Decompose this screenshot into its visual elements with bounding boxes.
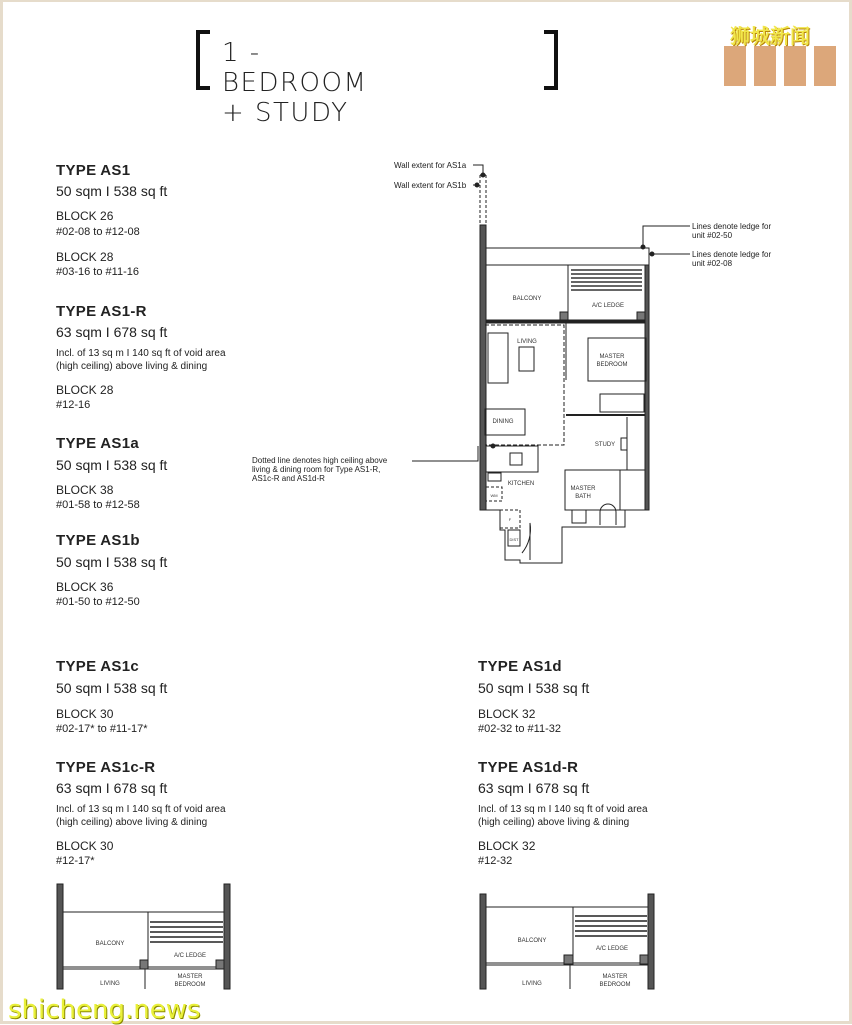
room-ac-ledge: A/C LEDGE xyxy=(173,953,207,959)
watermark: shicheng.news xyxy=(8,995,201,1025)
wm-label: WM xyxy=(490,493,498,498)
fridge-label: F xyxy=(508,517,512,522)
type-size: 63 sqm I 678 sq ft xyxy=(56,324,168,340)
label-ledge-0250-unit: unit #02-50 xyxy=(692,231,733,240)
block-label: BLOCK 38 xyxy=(56,483,114,497)
label-wall-as1a: Wall extent for AS1a xyxy=(394,161,467,170)
type-size: 50 sqm I 538 sq ft xyxy=(478,680,590,696)
type-title: TYPE AS1d-R xyxy=(478,759,579,776)
floor-plan-as1d-partial xyxy=(480,894,654,989)
room-bedroom: BEDROOM xyxy=(599,982,631,988)
unit-range: #02-08 to #12-08 xyxy=(56,226,140,238)
void-note: (high ceiling) above living & dining xyxy=(478,817,630,828)
label-ledge-0208-unit: unit #02-08 xyxy=(692,259,733,268)
void-note: Incl. of 13 sq m I 140 sq ft of void area xyxy=(56,348,226,359)
type-size: 50 sqm I 538 sq ft xyxy=(56,183,168,199)
label-dotted-note: Dotted line denotes high ceiling above xyxy=(252,456,388,465)
room-master-bedroom: BEDROOM xyxy=(596,362,628,368)
room-ac-ledge: A/C LEDGE xyxy=(591,303,625,309)
type-title: TYPE AS1d xyxy=(478,658,562,675)
room-living: LIVING xyxy=(100,981,120,987)
block-label: BLOCK 26 xyxy=(56,209,114,223)
room-master-bath: BATH xyxy=(575,494,591,500)
heading-text: 1 - BEDROOM + STUDY xyxy=(222,38,368,128)
room-kitchen: KITCHEN xyxy=(507,481,535,487)
void-note: Incl. of 13 sq m I 140 sq ft of void area xyxy=(478,804,648,815)
room-bedroom: BEDROOM xyxy=(174,982,206,988)
unit-range: #03-16 to #11-16 xyxy=(56,266,139,278)
room-study: STUDY xyxy=(594,442,616,448)
block-label: BLOCK 28 xyxy=(56,250,114,264)
label-ledge-0250: Lines denote ledge for xyxy=(692,222,772,231)
floor-plan-as1c-partial xyxy=(57,884,230,989)
type-title: TYPE AS1 xyxy=(56,162,131,179)
type-size: 50 sqm I 538 sq ft xyxy=(56,554,168,570)
room-master: MASTER xyxy=(177,974,203,980)
block-label: BLOCK 32 xyxy=(478,707,536,721)
type-title: TYPE AS1b xyxy=(56,532,140,549)
type-size: 63 sqm I 678 sq ft xyxy=(478,780,590,796)
room-ac-ledge: A/C LEDGE xyxy=(595,946,629,952)
room-living: LIVING xyxy=(522,981,542,987)
room-master-bath: MASTER xyxy=(570,486,596,492)
room-balcony: BALCONY xyxy=(512,296,542,302)
block-label: BLOCK 30 xyxy=(56,707,114,721)
room-balcony: BALCONY xyxy=(517,938,547,944)
unit-range: #02-32 to #11-32 xyxy=(478,723,561,735)
label-dotted-note: AS1c-R and AS1d-R xyxy=(252,474,325,483)
logo-text: 狮城新闻 xyxy=(730,26,810,48)
room-master: MASTER xyxy=(602,974,628,980)
type-size: 63 sqm I 678 sq ft xyxy=(56,780,168,796)
unit-range: #12-17* xyxy=(56,855,95,867)
unit-range: #12-16 xyxy=(56,399,91,411)
label-wall-as1b: Wall extent for AS1b xyxy=(394,181,467,190)
room-master-bedroom: MASTER xyxy=(599,354,625,360)
void-note: (high ceiling) above living & dining xyxy=(56,361,208,372)
type-title: TYPE AS1a xyxy=(56,435,140,452)
void-note: Incl. of 13 sq m I 140 sq ft of void area xyxy=(56,804,226,815)
block-label: BLOCK 28 xyxy=(56,383,114,397)
unit-range: #12-32 xyxy=(478,855,513,867)
label-dotted-note: living & dining room for Type AS1-R, xyxy=(252,465,381,474)
block-label: BLOCK 36 xyxy=(56,580,114,594)
room-living: LIVING xyxy=(517,339,537,345)
type-size: 50 sqm I 538 sq ft xyxy=(56,680,168,696)
type-title: TYPE AS1c-R xyxy=(56,759,156,776)
block-label: BLOCK 30 xyxy=(56,839,114,853)
unit-range: #01-58 to #12-58 xyxy=(56,499,140,511)
type-size: 50 sqm I 538 sq ft xyxy=(56,457,168,473)
block-label: BLOCK 32 xyxy=(478,839,536,853)
void-note: (high ceiling) above living & dining xyxy=(56,817,208,828)
room-balcony: BALCONY xyxy=(95,941,125,947)
dist-label: DIST xyxy=(509,537,519,542)
type-title: TYPE AS1c xyxy=(56,658,140,675)
room-dining: DINING xyxy=(492,419,514,425)
unit-range: #02-17* to #11-17* xyxy=(56,723,148,735)
unit-range: #01-50 to #12-50 xyxy=(56,596,140,608)
label-ledge-0208: Lines denote ledge for xyxy=(692,250,772,259)
type-title: TYPE AS1-R xyxy=(56,303,147,320)
